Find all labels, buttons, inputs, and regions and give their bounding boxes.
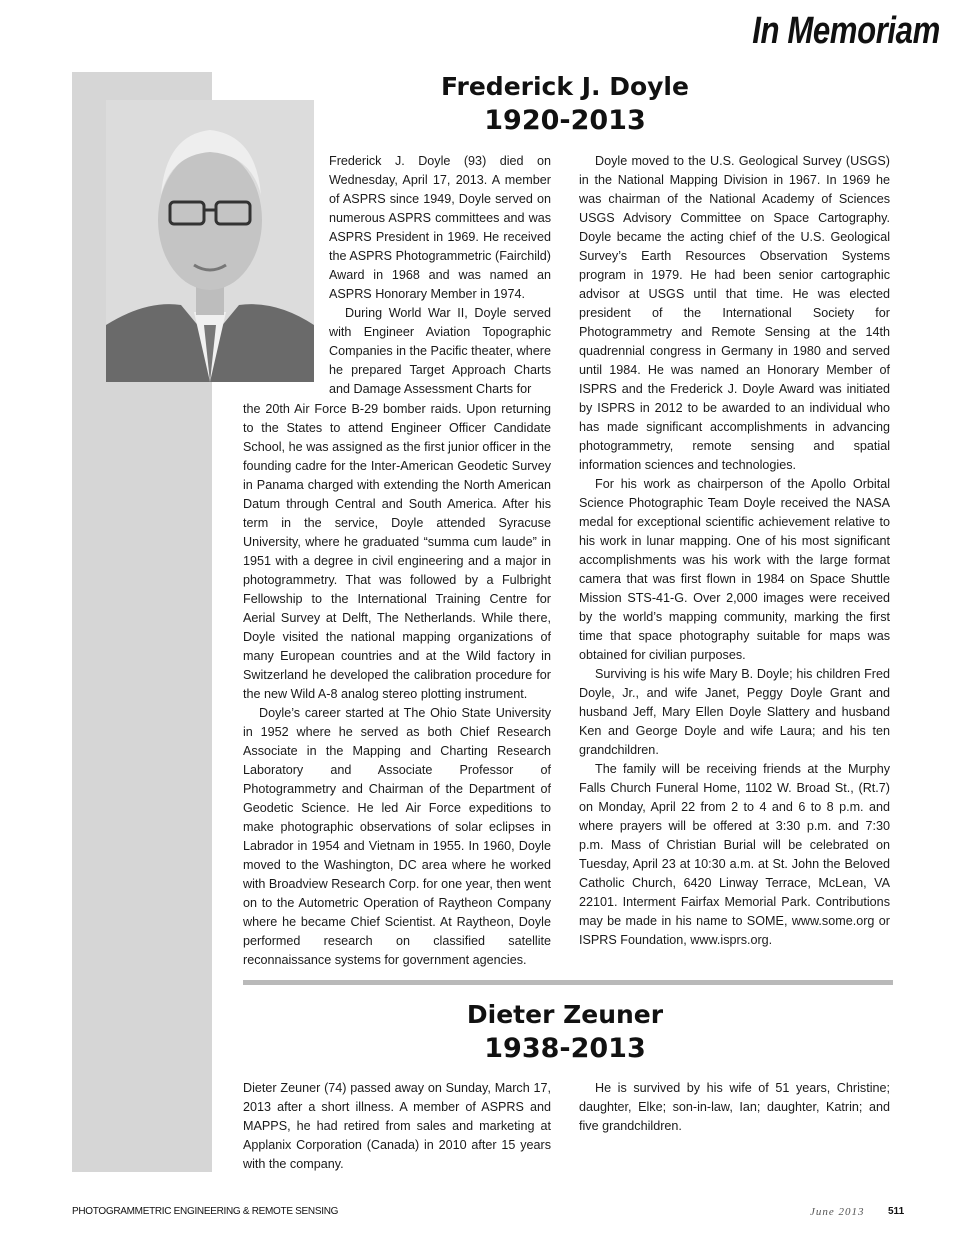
doyle-column-left-top — [329, 152, 551, 399]
section-divider — [243, 980, 893, 985]
zeuner-column-right — [579, 1079, 890, 1136]
doyle-column-right — [579, 152, 890, 950]
obituary-name-zeuner: Dieter Zeuner — [466, 1000, 664, 1029]
journal-name: PHOTOGRAMMETRIC ENGINEERING & REMOTE SENSING — [72, 1206, 339, 1217]
obituary-years-zeuner: 1938-2013 — [484, 1033, 646, 1064]
issue-date: June 2013 — [810, 1206, 865, 1218]
paragraph: He is survived by his wife of 51 years, Christine; daughter, Elke; son-in-law, Ian; daughter, Katrin; and five grandchildren. — [579, 1081, 890, 1133]
paragraph: Surviving is his wife Mary B. Doyle; his children Fred Doyle, Jr., and wife Janet, Peggy Doyle Grant and husband Jeff, Mary Ellen Doyle Slattery and husband Ken and George Doyle and wife Laura; and his ten grandchildren. — [579, 667, 890, 757]
zeuner-column-left — [243, 1079, 551, 1174]
obituary-name-doyle: Frederick J. Doyle — [441, 72, 689, 101]
paragraph: Doyle moved to the U.S. Geological Survey (USGS) in the National Mapping Division in 1967. In 1969 he was chairman of the National Academy of Sciences USGS Advisory Committee on Space Cartography. Doyle became the acting chief of the U.S. Geological Survey’s Earth Resources Observation Systems program in 1979. He had been senior cartographic advisor at USGS until that time. He was elected president of the International Society for Photogrammetry and Remote Sensing at the 14th quadrennial congress in Germany in 1980 and served until 1984. He was named an Honorary Member of ISPRS and the Frederick J. Doyle Award was initiated by ISPRS in 2012 to be awarded to an individual who has made significant accomplishments in advancing photogrammetry, remote sensing and spatial information sciences and technologies. — [579, 154, 890, 472]
paragraph: The family will be receiving friends at the Murphy Falls Church Funeral Home, 1102 W. Broad St., (Rt.7) on Monday, April 22 from 2 to 4 and 6 to 8 p.m. and where prayers will be offered at 3:30 p.m. and 7:30 p.m. Mass of Christian Burial will be celebrated on Tuesday, April 23 at 10:30 a.m. at St. John the Beloved Catholic Church, 6420 Linway Terrace, McLean, VA 22101. Interment Fairfax Memorial Park. Contributions may be made in his name to SOME, www.some.org or ISPRS Foundation, www.isprs.org. — [579, 762, 890, 947]
paragraph: Frederick J. Doyle (93) died on Wednesday, April 17, 2013. A member of ASPRS since 1949, Doyle served on numerous ASPRS committees and was ASPRS President in 1969. He received the ASPRS Photogrammetric (Fairchild) Award in 1968 and was named an ASPRS Honorary Member in 1974. — [329, 154, 551, 301]
paragraph: Dieter Zeuner (74) passed away on Sunday, March 17, 2013 after a short illness. A member of ASPRS and MAPPS, he had retired from sales and marketing at Applanix Corporation (Canada) in 2010 after 15 years with the company. — [243, 1081, 551, 1171]
portrait-photo — [106, 100, 314, 382]
doyle-column-left-bottom — [243, 400, 551, 970]
obituary-years-doyle: 1920-2013 — [484, 105, 646, 136]
paragraph: Doyle’s career started at The Ohio State University in 1952 where he served as both Chief Research Associate in the Mapping and Charting Research Laboratory and Associate Professor of Photogrammetry and Chairman of the Department of Geodetic Science. He led Air Force expeditions to make photographic observations of solar eclipses in Labrador in 1954 and Vietnam in 1955. In 1960, Doyle moved to the Washington, DC area where he worked with Broadview Research Corp. for one year, then went on to the Autometric Operation of Raytheon Company where he became Chief Scientist. At Raytheon, Doyle performed research on classified satellite reconnaissance systems for government agencies. — [243, 706, 552, 967]
paragraph: During World War II, Doyle served with Engineer Aviation Topographic Companies in the Pacific theater, where he prepared Target Approach Charts and Damage Assessment Charts for — [329, 306, 551, 396]
page-number: 511 — [888, 1206, 905, 1217]
paragraph: the 20th Air Force B-29 bomber raids. Upon returning to the States to attend Engineer Officer Candidate School, he was assigned as the first junior officer in the founding cadre for the Inter-American Geodetic Survey in Panama charged with extending the North American Datum through Central and South America. After his term in the service, Doyle attended Syracuse University, where he graduated “summa cum laude” in 1951 with a degree in civil engineering and a major in photogrammetry. That was followed by a Fulbright Fellowship to the International Training Centre for Aerial Survey at Delft, The Netherlands. While there, Doyle visited the national mapping organizations of many European countries and at the Wild factory in Switzerland he developed the calibration procedure for the new Wild A-8 analog stereo plotting instrument. — [243, 402, 551, 701]
paragraph: For his work as chairperson of the Apollo Orbital Science Photographic Team Doyle received the NASA medal for exceptional scientific achievement relative to his work in lunar mapping. One of his most significant accomplishments was his work with the large format camera that was first flown in 1984 on Space Shuttle Mission STS-41-G. Over 2,000 images were received by the world’s mapping community, marking the first time that space photography suitable for maps was obtained for civilian purposes. — [579, 477, 890, 662]
section-title: In Memoriam — [752, 10, 940, 52]
